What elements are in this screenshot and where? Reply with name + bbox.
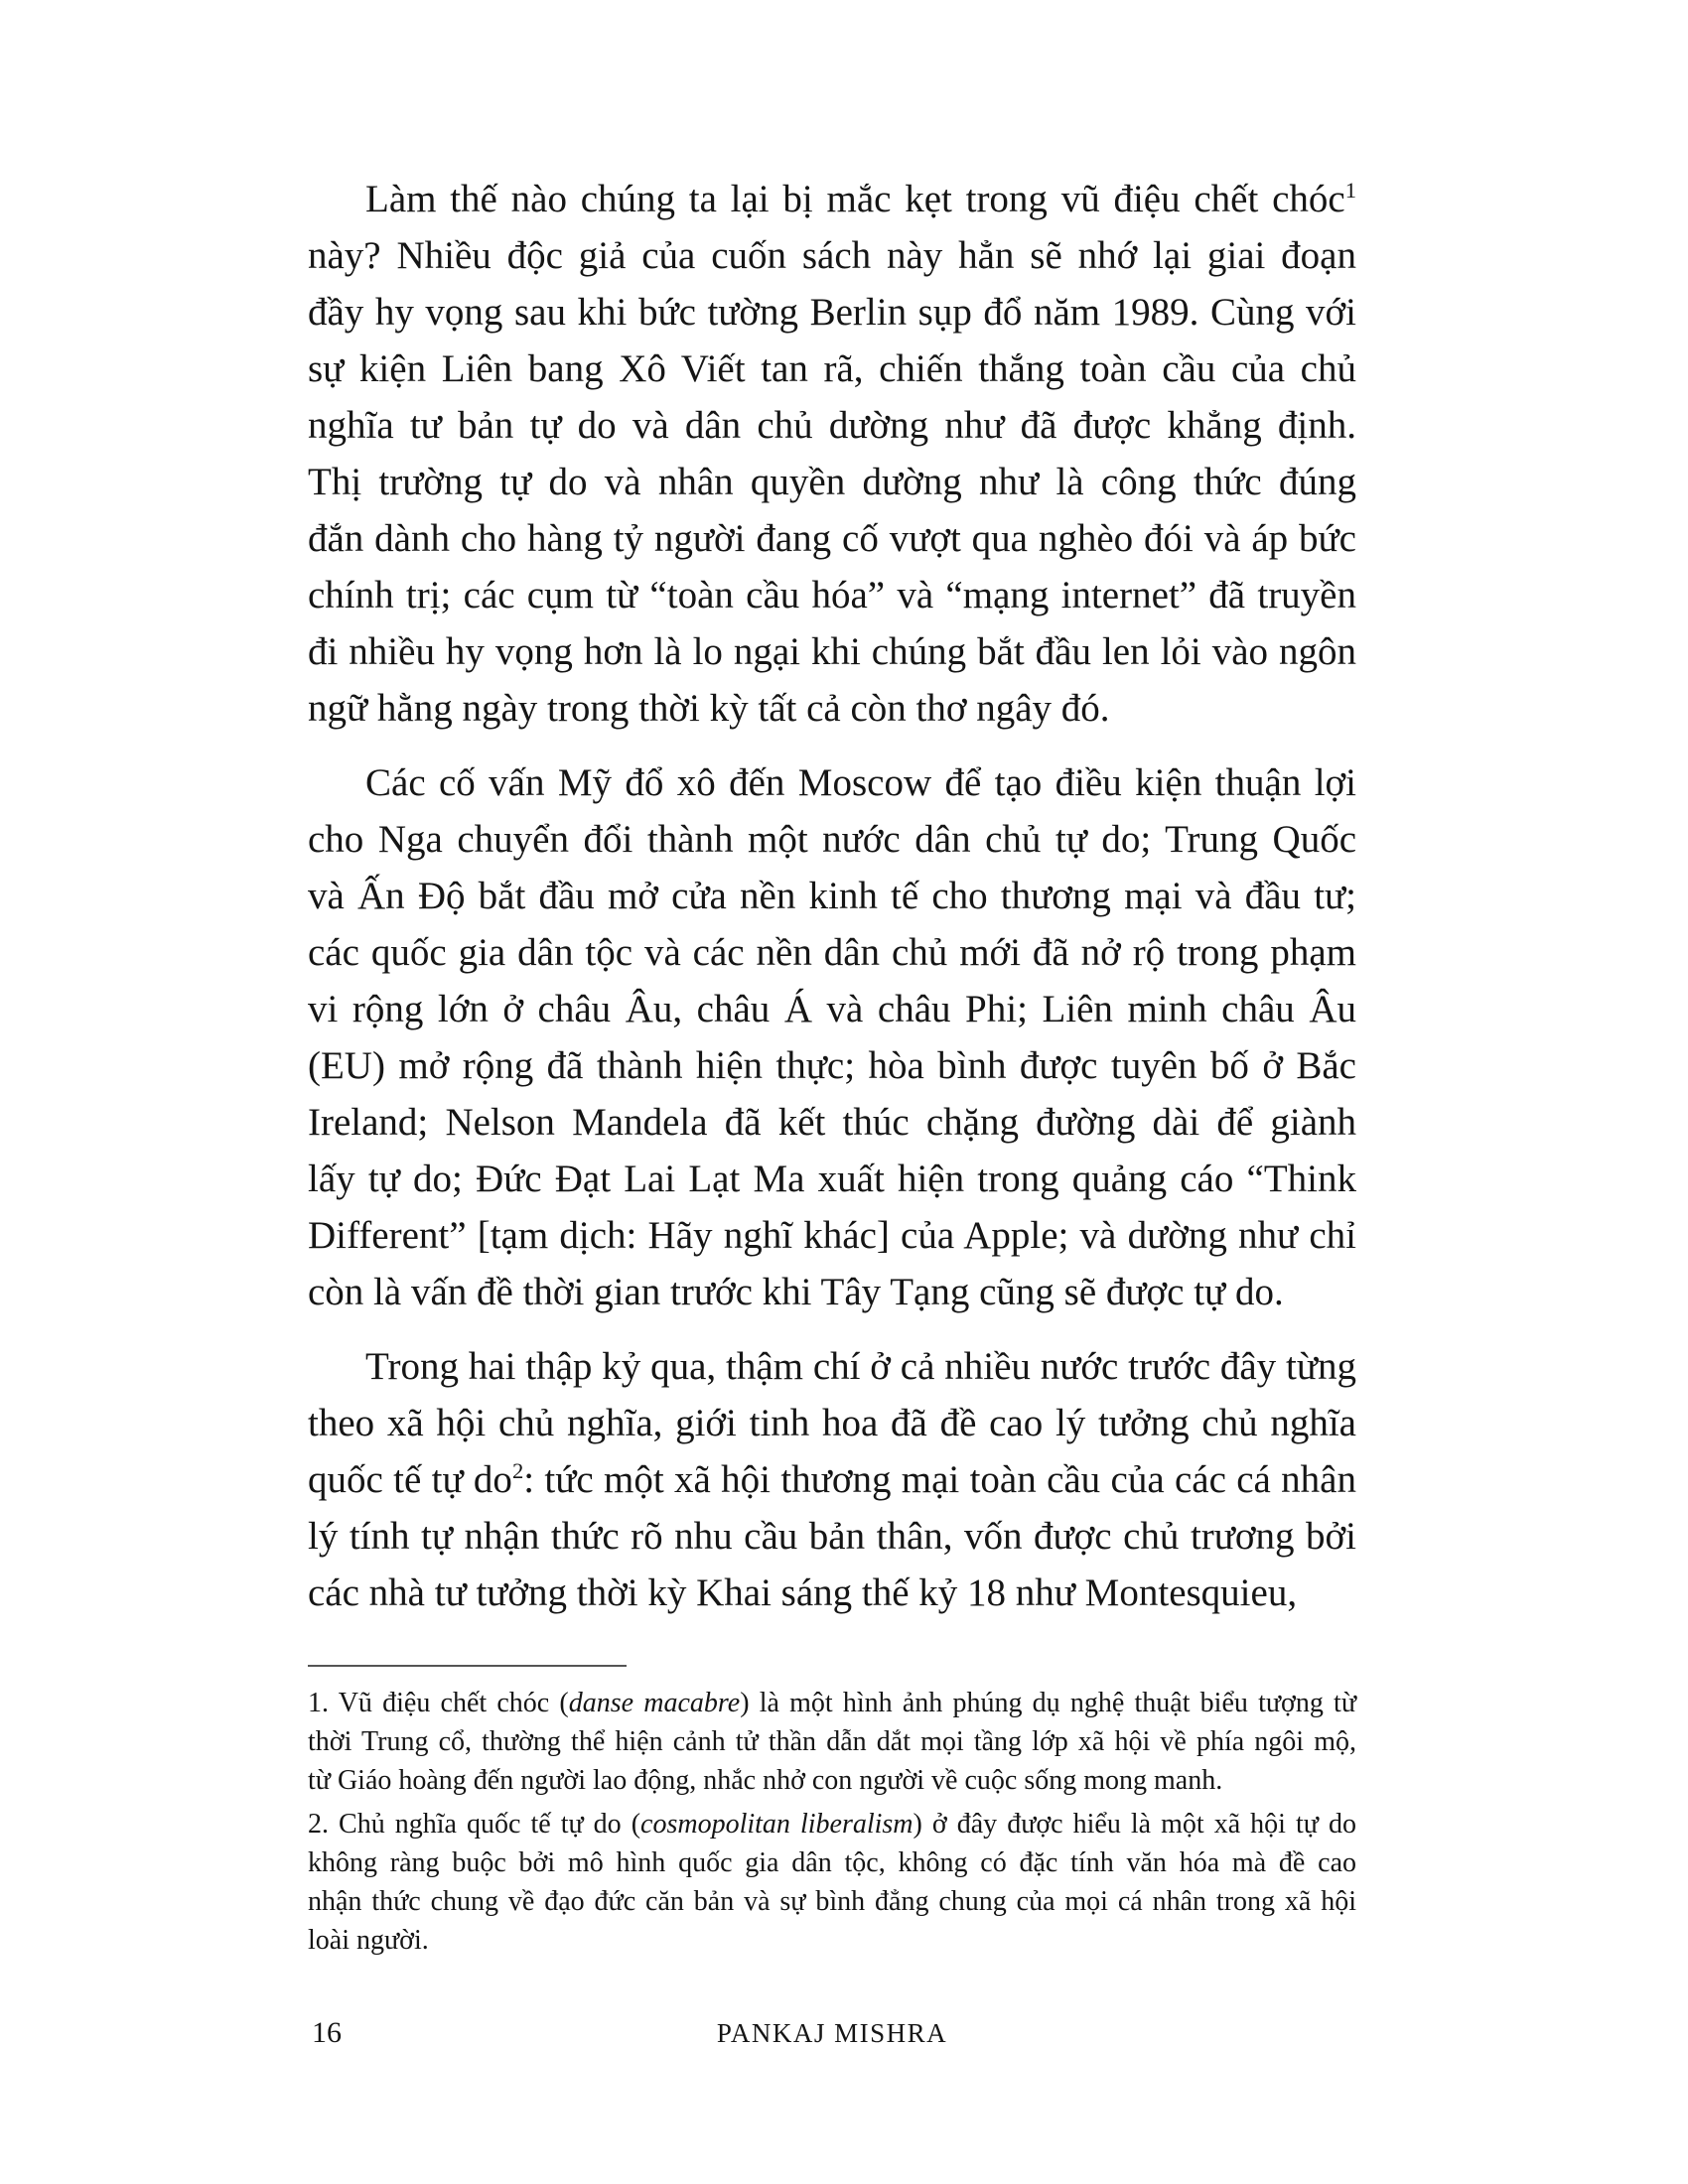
body-line: các nhà tư tưởng thời kỳ Khai sáng thế kỷ 18 như Montesquieu, (308, 1571, 1298, 1614)
body-line: sự kiện Liên bang Xô Viết tan rã, chiến thắng toàn cầu của chủ (308, 347, 1356, 390)
footnote-line: nhận thức chung về đạo đức căn bản và sự bình đẳng chung của mọi cá nhân trong xã hội (308, 1886, 1356, 1917)
footnote-marker: 1 (1344, 178, 1356, 203)
body-line: Trong hai thập kỷ qua, thậm chí ở cả nhiều nước trước đây từng (365, 1345, 1356, 1388)
footnote-line: 1. Vũ điệu chết chóc (danse macabre) là một hình ảnh phúng dụ nghệ thuật biểu tượng từ (308, 1688, 1357, 1718)
body-line: lấy tự do; Đức Đạt Lai Lạt Ma xuất hiện trong quảng cáo “Think (308, 1158, 1356, 1200)
body-line: nghĩa tư bản tự do và dân chủ dường như đã được khẳng định. (308, 404, 1356, 447)
body-line: Thị trường tự do và nhân quyền dường như là công thức đúng (308, 461, 1356, 503)
body-line: quốc tế tự $do^2$: tức một xã hội thương mại toàn cầu của các cá nhân (308, 1458, 1356, 1501)
footnote-line: từ Giáo hoàng đến người lao động, nhắc nhở con người về cuộc sống mong manh. (308, 1765, 1223, 1796)
paragraph (308, 171, 1356, 737)
running-title: PANKAJ MISHRA (716, 2018, 948, 2048)
page-footer (308, 2013, 1356, 2057)
body-line: còn là vấn đề thời gian trước khi Tây Tạng cũng sẽ được tự do. (308, 1271, 1284, 1313)
italic-term: cosmopolitan liberalism (640, 1809, 914, 1840)
body-line: Làm thế nào chúng ta lại bị mắc kẹt trong vũ điệu chết chóc$^1$ (365, 178, 1356, 220)
footnote-line: loài người. (308, 1925, 429, 1956)
body-line: chính trị; các cụm từ “toàn cầu hóa” và “mạng internet” đã truyền (308, 574, 1356, 616)
paragraph (308, 1338, 1356, 1621)
footnote-marker: 2 (511, 1458, 524, 1483)
footnote (308, 1805, 1356, 1960)
body-line: đắn dành cho hàng tỷ người đang cố vượt qua nghèo đói và áp bức (308, 517, 1356, 560)
footnote-line: 2. Chủ nghĩa quốc tế tự do (cosmopolitan liberalism) ở đây được hiểu là một xã hội tự do (308, 1809, 1356, 1840)
body-line: Ireland; Nelson Mandela đã kết thúc chặng đường dài để giành (308, 1101, 1356, 1144)
paragraph (308, 754, 1356, 1320)
body-line: Các cố vấn Mỹ đổ xô đến Moscow để tạo điều kiện thuận lợi (365, 761, 1356, 804)
italic-term: danse macabre (568, 1688, 741, 1718)
footnote-line: thời Trung cổ, thường thể hiện cảnh tử thần dẫn dắt mọi tầng lớp xã hội về phía ngôi mộ, (308, 1726, 1356, 1757)
body-line: lý tính tự nhận thức rõ nhu cầu bản thân, vốn được chủ trương bởi (308, 1515, 1356, 1558)
body-line: đi nhiều hy vọng hơn là lo ngại khi chúng bắt đầu len lỏi vào ngôn (308, 630, 1356, 673)
body-line: và Ấn Độ bắt đầu mở cửa nền kinh tế cho thương mại và đầu tư; (308, 875, 1356, 917)
body-line: đầy hy vọng sau khi bức tường Berlin sụp đổ năm 1989. Cùng với (308, 291, 1356, 334)
body-line: các quốc gia dân tộc và các nền dân chủ mới đã nở rộ trong phạm (308, 931, 1356, 974)
body-line: theo xã hội chủ nghĩa, giới tinh hoa đã đề cao lý tưởng chủ nghĩa (308, 1402, 1356, 1444)
body-text (308, 171, 1356, 1621)
body-line: vi rộng lớn ở châu Âu, châu Á và châu Phi; Liên minh châu Âu (308, 988, 1356, 1030)
footnote (308, 1684, 1356, 1800)
body-line: (EU) mở rộng đã thành hiện thực; hòa bình được tuyên bố ở Bắc (308, 1044, 1356, 1087)
footnote-line: không ràng buộc bởi mô hình quốc gia dân tộc, không có đặc tính văn hóa mà đề cao (308, 1847, 1356, 1878)
footnote-separator (308, 1665, 627, 1667)
footnotes-section (308, 1684, 1356, 1960)
page-number: 16 (312, 2016, 342, 2049)
body-line: cho Nga chuyển đổi thành một nước dân chủ tự do; Trung Quốc (308, 818, 1356, 861)
body-line: này? Nhiều độc giả của cuốn sách này hẳn sẽ nhớ lại giai đoạn (308, 234, 1356, 277)
body-line: Different” [tạm dịch: Hãy nghĩ khác] của Apple; và dường như chỉ (308, 1214, 1356, 1257)
body-line: ngữ hằng ngày trong thời kỳ tất cả còn thơ ngây đó. (308, 687, 1110, 730)
